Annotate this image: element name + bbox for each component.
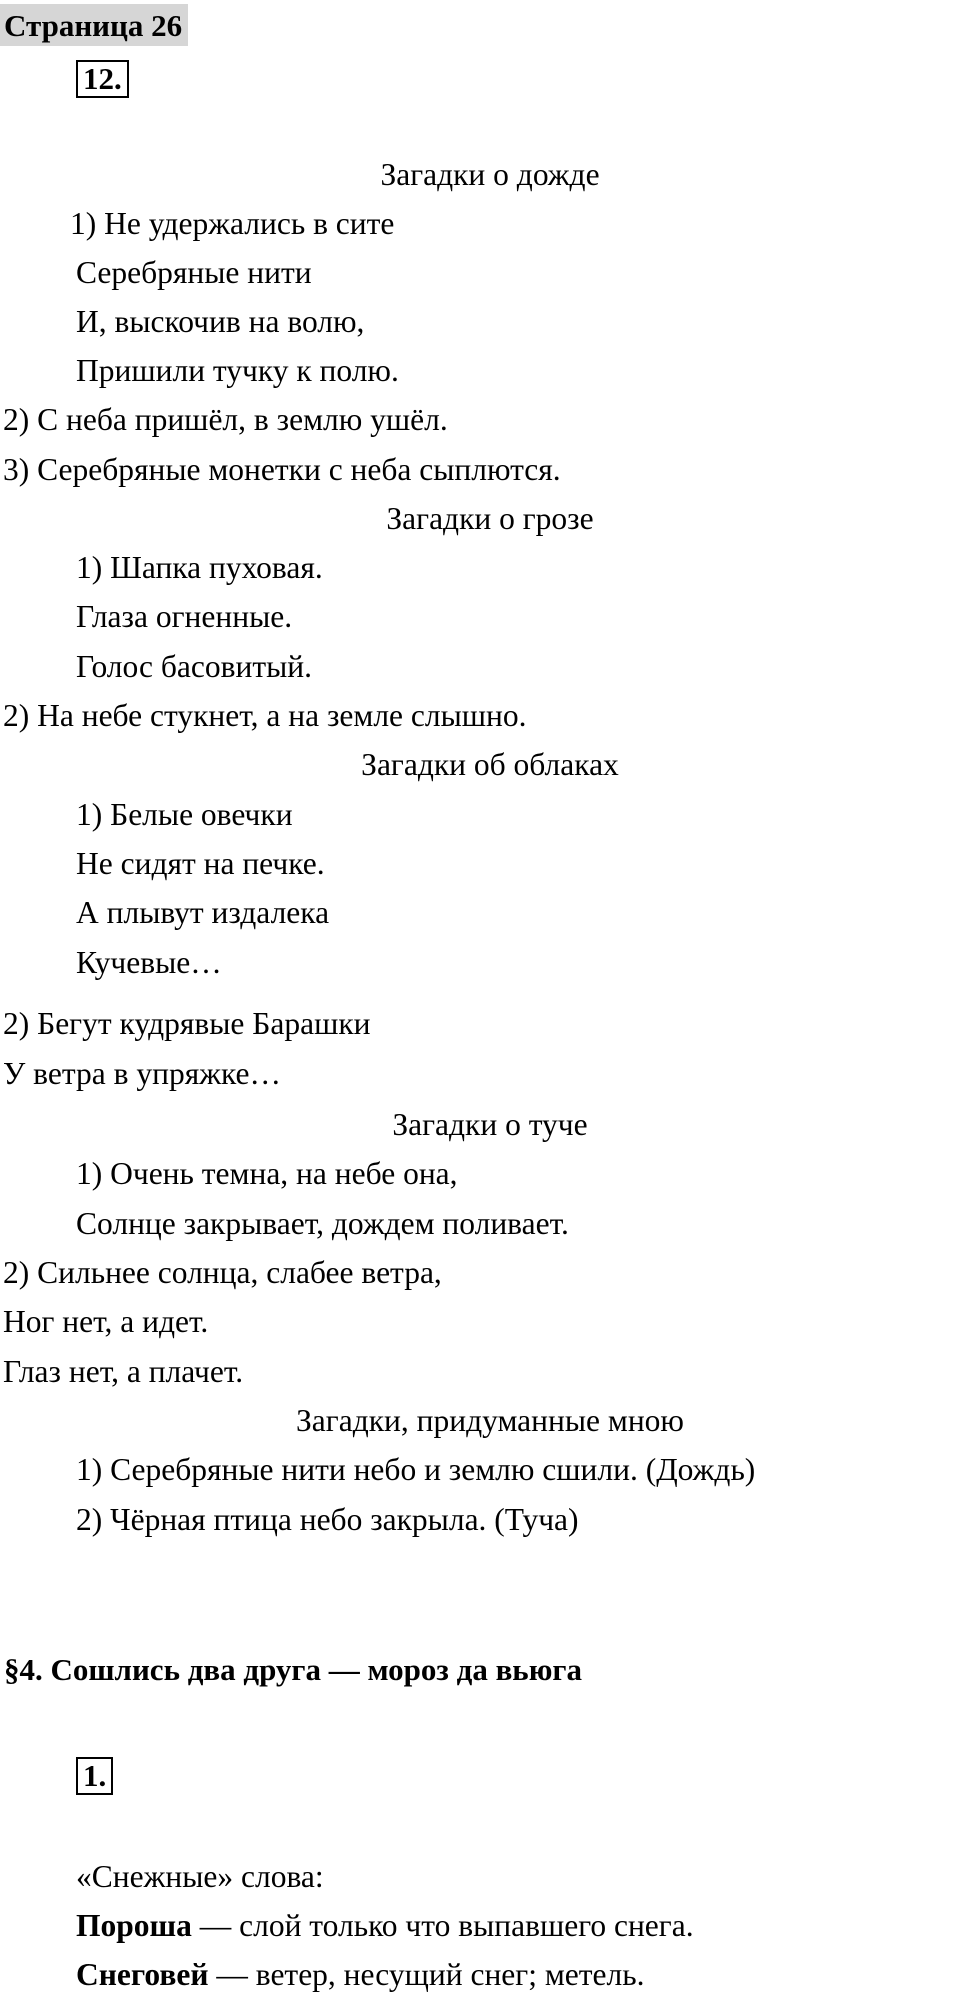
riddle-line: У ветра в упряжке… [3,1056,281,1091]
riddle-line: 2) Чёрная птица небо закрыла. (Туча) [76,1502,579,1537]
riddle-line: И, выскочив на волю, [76,304,365,339]
page-header: Страница 26 [0,4,188,46]
riddle-line: 2) На небе стукнет, а на земле слышно. [3,698,527,733]
riddle-line: 2) С неба пришёл, в землю ушёл. [3,402,448,437]
riddle-line: 1) Шапка пуховая. [76,550,323,585]
snow-words-intro: «Снежные» слова: [76,1859,324,1894]
task-number-12: 12. [76,60,129,98]
definition-term: Пороша [76,1908,192,1943]
definition-term: Снеговей [76,1957,209,1992]
definition-text: — ветер, несущий снег; метель. [208,1957,645,1992]
riddles-thunderstorm-title: Загадки о грозе [386,501,594,536]
riddle-line: Глаз нет, а плачет. [3,1354,244,1389]
riddle-line: 1) Очень темна, на небе она, [76,1156,458,1191]
riddle-line: Пришили тучку к полю. [76,353,399,388]
riddle-line: 1) Не удержались в сите [70,206,395,241]
riddle-line: А плывут издалека [76,895,330,930]
definition-line [76,1956,644,1994]
riddle-line: Голос басовитый. [76,649,313,684]
riddle-line: Не сидят на печке. [76,846,325,881]
riddle-line: Серебряные нити [76,255,312,290]
riddles-rain-title: Загадки о дожде [380,157,600,192]
riddle-line: 2) Сильнее солнца, слабее ветра, [3,1255,442,1290]
riddle-line: Солнце закрывает, дождем поливает. [76,1206,569,1241]
riddle-line: Ног нет, а идет. [3,1304,209,1339]
riddles-mine-title: Загадки, придуманные мною [296,1403,684,1438]
task-number-1: 1. [76,1757,113,1795]
definition-text: — слой только что выпавшего снега. [191,1908,694,1943]
riddle-line: 2) Бегут кудрявые Барашки [3,1006,371,1041]
definition-line [76,1907,694,1945]
riddle-line: Глаза огненные. [76,599,293,634]
riddles-storm-cloud-title: Загадки о туче [392,1107,588,1142]
riddle-line: Кучевые… [76,945,222,980]
riddle-line: 1) Белые овечки [76,797,293,832]
riddles-clouds-title: Загадки об облаках [361,747,619,782]
riddle-line: 3) Серебряные монетки с неба сыплются. [3,452,561,487]
riddle-line: 1) Серебряные нити небо и землю сшили. (Дождь) [76,1452,756,1487]
section-title: §4. Сошлись два друга — мороз да вьюга [4,1652,582,1687]
